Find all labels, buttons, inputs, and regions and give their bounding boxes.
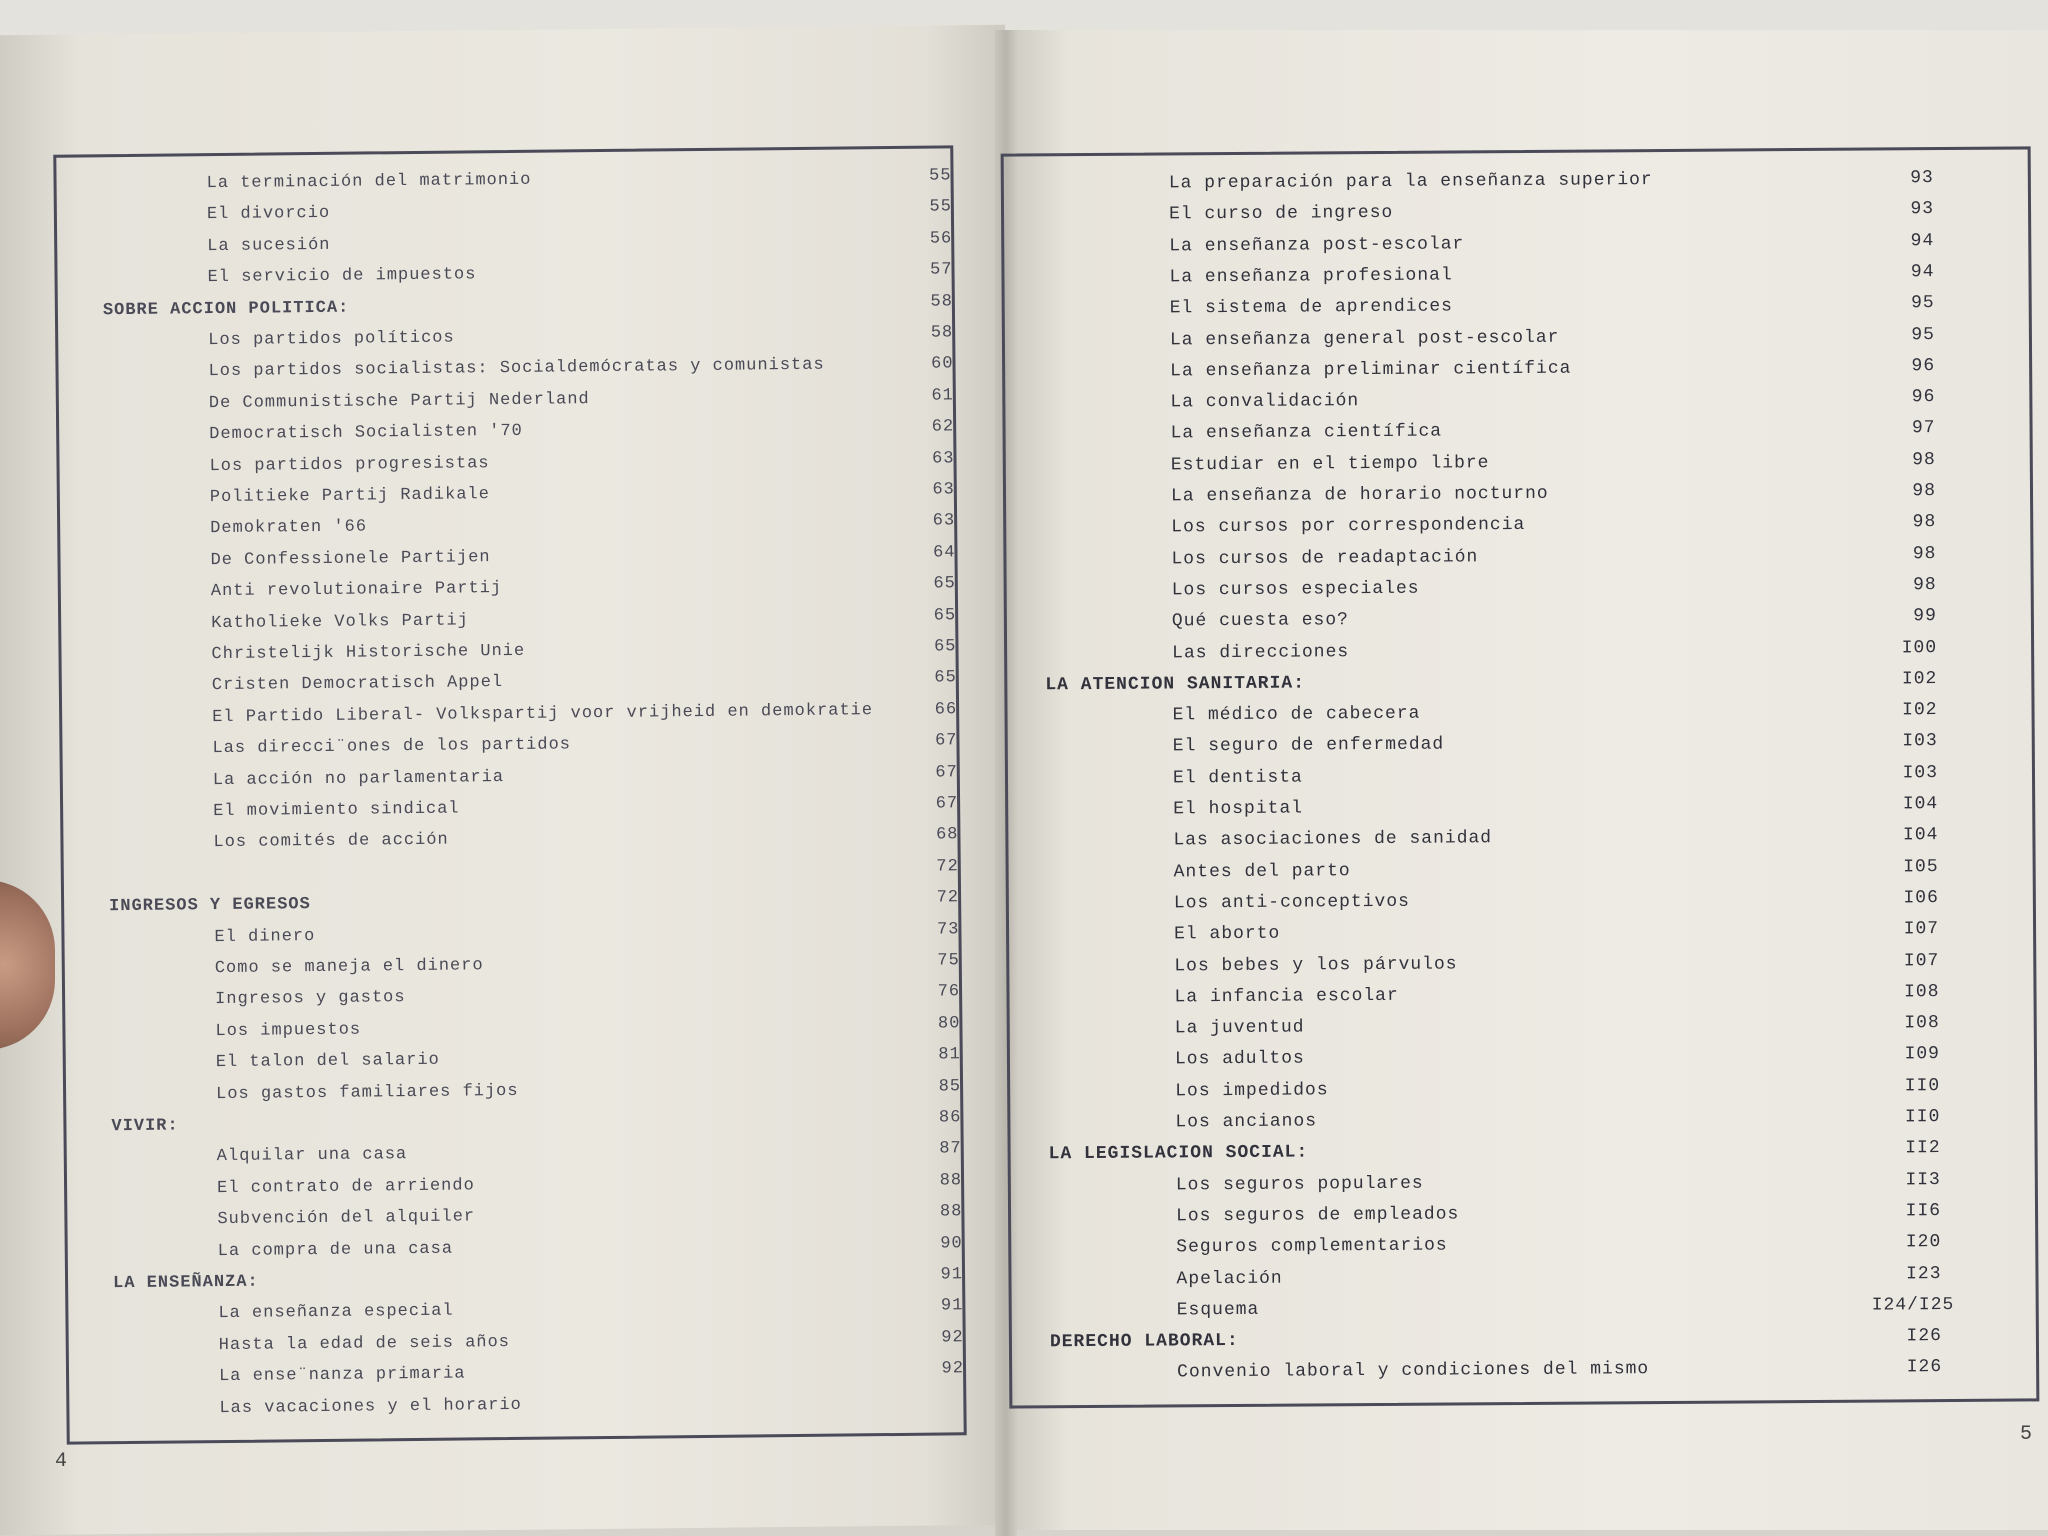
toc-title: El sistema de aprendices [1169,296,1454,319]
toc-page-number: 88 [939,1202,963,1222]
toc-title: Los comités de acción [213,831,449,853]
toc-title: VIVIR: [111,1116,179,1137]
toc-page-number: I26 [1906,1326,1942,1347]
toc-page-number: 92 [941,1359,965,1379]
toc-title: Alquilar una casa [216,1145,408,1167]
toc-title: El talon del salario [215,1050,440,1073]
toc-title: Los impuestos [215,1020,362,1041]
toc-page-number: 94 [1910,261,1935,283]
toc-title: El seguro de enfermedad [1172,734,1445,757]
toc-title: Apelación [1176,1268,1283,1289]
toc-title: La acción no parlamentaria [212,767,505,790]
toc-page-number: II6 [1905,1200,1942,1222]
toc-page-number: 93 [1910,199,1935,220]
toc-page-number: II0 [1904,1107,1941,1128]
toc-page-number: 64 [932,543,956,563]
toc-title: El divorcio [206,204,331,225]
toc-page-number: 67 [935,794,959,814]
toc-title: Demokraten '66 [210,517,368,539]
left-toc-frame [53,145,966,1444]
toc-title: Los gastos familiares fijos [216,1081,519,1104]
toc-page-number: I08 [1904,981,1940,1003]
toc-title: Los seguros populares [1175,1173,1424,1196]
toc-page-number: 94 [1910,230,1935,251]
toc-title: Los partidos progresistas [209,453,490,476]
toc-page-number: 91 [940,1296,964,1316]
toc-page-number: 86 [938,1108,962,1128]
toc-page-number: I05 [1903,856,1939,877]
toc-page-number: 88 [939,1171,963,1191]
right-page-number: 5 [2020,1423,2033,1446]
toc-title: Qué cuesta eso? [1171,610,1349,632]
toc-page-number: 55 [929,197,952,217]
toc-page-number: II2 [1905,1138,1941,1159]
toc-title: Las vacaciones y el horario [219,1395,522,1418]
toc-page-number: 97 [1911,418,1936,439]
toc-page-number: I26 [1906,1357,1943,1378]
toc-title: El servicio de impuestos [207,265,477,288]
toc-page-number: 98 [1912,481,1937,502]
toc-title: El aborto [1174,923,1281,945]
toc-title: El hospital [1173,798,1304,820]
toc-page-number: 67 [934,731,958,751]
toc-page-number: 65 [934,668,957,688]
toc-page-number: I24/I25 [1871,1294,1955,1316]
toc-title: La juventud [1174,1017,1305,1039]
toc-page-number: 98 [1912,574,1937,596]
toc-page-number: 99 [1913,606,1937,627]
toc-page-number: II3 [1905,1169,1941,1190]
toc-title: Convenio laboral y condiciones del mismo [1177,1359,1650,1383]
toc-page-number: I04 [1902,794,1939,815]
toc-title: Ingresos y gastos [215,988,406,1010]
toc-title: Las direcciones [1172,641,1350,663]
toc-page-number: 63 [931,448,955,469]
toc-page-number: 68 [935,825,959,845]
toc-page-number: I02 [1901,668,1938,690]
toc-title: Los cursos especiales [1171,578,1420,601]
toc-title: LA ATENCION SANITARIA: [1045,673,1306,696]
toc-title: Subvención del alquiler [217,1207,476,1230]
toc-page-number: 65 [933,574,956,594]
toc-page-number: 57 [930,260,953,280]
toc-title: La preparación para la enseñanza superior [1168,170,1653,194]
toc-title: INGRESOS Y EGRESOS [109,895,311,917]
toc-title: La compra de una casa [217,1239,454,1261]
toc-page-number: 98 [1912,543,1937,564]
toc-title: Los partidos socialistas: Socialdemócratas y comunistas [208,356,825,382]
toc-title: El movimiento sindical [213,799,460,822]
toc-page-number: 80 [937,1014,961,1034]
toc-page-number: I09 [1904,1044,1941,1065]
toc-page-number: 66 [934,700,958,720]
toc-title: SOBRE ACCION POLITICA: [102,298,350,320]
toc-page-number: 92 [941,1328,964,1348]
toc-title: Los anti-conceptivos [1173,891,1410,914]
toc-title: Anti revolutionaire Partij [210,579,503,602]
toc-title: La terminación del matrimonio [206,170,532,194]
toc-title: La enseñanza especial [218,1302,454,1324]
toc-page-number: 90 [940,1233,963,1254]
toc-page-number: I07 [1903,919,1940,940]
toc-title: DERECHO LABORAL: [1049,1331,1239,1353]
toc-entry [1012,1357,2036,1394]
toc-page-number: 65 [933,605,957,626]
toc-page-number: 85 [938,1076,962,1097]
toc-title: La enseñanza profesional [1169,265,1453,288]
toc-title: Los adultos [1174,1048,1305,1070]
toc-title: Como se maneja el dinero [214,956,484,979]
toc-page-number: 91 [940,1265,964,1285]
toc-title: Esquema [1176,1299,1260,1321]
toc-page-number: 61 [931,386,954,406]
toc-page-number: 58 [930,291,953,312]
toc-page-number: 96 [1911,355,1936,377]
toc-page-number: I23 [1905,1263,1942,1284]
toc-page-number: 62 [931,417,955,437]
toc-title: Christelijk Historische Unie [211,641,526,665]
toc-page-number: 98 [1912,449,1936,470]
toc-page-number: 87 [939,1139,962,1159]
toc-page-number: 75 [937,951,960,971]
toc-title: Democratisch Socialisten '70 [209,422,523,445]
toc-title: Politieke Partij Radikale [209,485,491,508]
toc-page-number: I00 [1901,637,1938,658]
toc-page-number: 72 [936,857,959,877]
toc-page-number: 93 [1910,168,1934,189]
toc-title: De Communistische Partij Nederland [208,389,590,413]
toc-page-number: 76 [937,982,961,1002]
toc-page-number: I08 [1904,1013,1940,1034]
toc-page-number: I02 [1902,700,1938,721]
toc-page-number: 95 [1911,293,1935,314]
toc-title: Katholieke Volks Partij [211,611,469,633]
toc-title: El dinero [214,926,316,947]
toc-title: Cristen Democratisch Appel [211,673,504,696]
toc-page-number: 96 [1911,387,1936,408]
toc-title: La enseñanza de horario nocturno [1170,483,1549,507]
toc-title: Los cursos de readaptación [1171,546,1479,570]
toc-title: La enseñanza general post-escolar [1169,327,1560,350]
toc-page-number: 81 [938,1045,961,1065]
toc-page-number: 95 [1911,324,1935,345]
toc-title: Los partidos políticos [208,328,455,351]
toc-page-number: 67 [935,762,958,783]
toc-title: LA LEGISLACION SOCIAL: [1048,1142,1309,1165]
toc-title: Los impedidos [1175,1080,1329,1102]
toc-title: LA ENSEÑANZA: [112,1272,259,1294]
toc-page-number: 63 [932,511,956,531]
toc-page-number: 65 [933,637,957,657]
toc-page-number: 60 [931,354,954,374]
toc-title: Hasta la edad de seis años [218,1332,511,1355]
toc-title: El curso de ingreso [1168,203,1394,225]
toc-title: La enseñanza preliminar científica [1170,358,1572,382]
toc-title: La convalidación [1170,391,1360,413]
toc-title: El contrato de arriendo [217,1176,475,1198]
toc-title: Los seguros de empleados [1175,1204,1460,1227]
toc-page-number: 56 [929,229,953,249]
toc-page-number: I04 [1902,825,1939,846]
toc-title: La enseñanza científica [1170,421,1443,444]
toc-page-number: 72 [936,888,960,908]
toc-page-number: 63 [932,480,955,500]
right-toc-frame [1001,146,2040,1408]
toc-page-number: 58 [930,323,954,343]
toc-page-number: 73 [936,919,960,940]
toc-title: Los ancianos [1175,1111,1318,1133]
toc-title: La infancia escolar [1174,985,1399,1008]
left-page-number: 4 [55,1450,68,1473]
toc-page-number: II0 [1904,1075,1941,1097]
toc-page-number: I03 [1902,762,1939,784]
toc-page-number: 98 [1912,512,1937,533]
toc-page-number: I06 [1903,887,1939,909]
toc-title: El dentista [1172,767,1303,789]
toc-page-number: I20 [1905,1232,1942,1253]
toc-title: Los bebes y los párvulos [1174,953,1458,976]
toc-page-number: 55 [929,166,952,186]
toc-title: De Confessionele Partijen [210,547,491,570]
toc-title: La enseñanza post-escolar [1169,233,1465,257]
toc-title: Antes del parto [1173,860,1351,883]
toc-title: Las direcci¨ones de los partidos [212,735,572,759]
toc-title: El Partido Liberal- Volkspartij voor vrijheid en demokratie [212,700,874,727]
toc-page-number: I03 [1902,731,1938,752]
toc-title: Seguros complementarios [1176,1235,1448,1258]
toc-title: El médico de cabecera [1172,703,1421,726]
toc-title: Estudiar en el tiempo libre [1170,452,1490,476]
toc-page-number [894,1391,964,1392]
toc-title: Las asociaciones de sanidad [1173,828,1493,851]
toc-title: La sucesión [207,235,331,256]
toc-page-number: I07 [1903,950,1940,971]
toc-title: La ense¨nanza primaria [218,1364,466,1387]
toc-title: Los cursos por correspondencia [1171,515,1526,538]
